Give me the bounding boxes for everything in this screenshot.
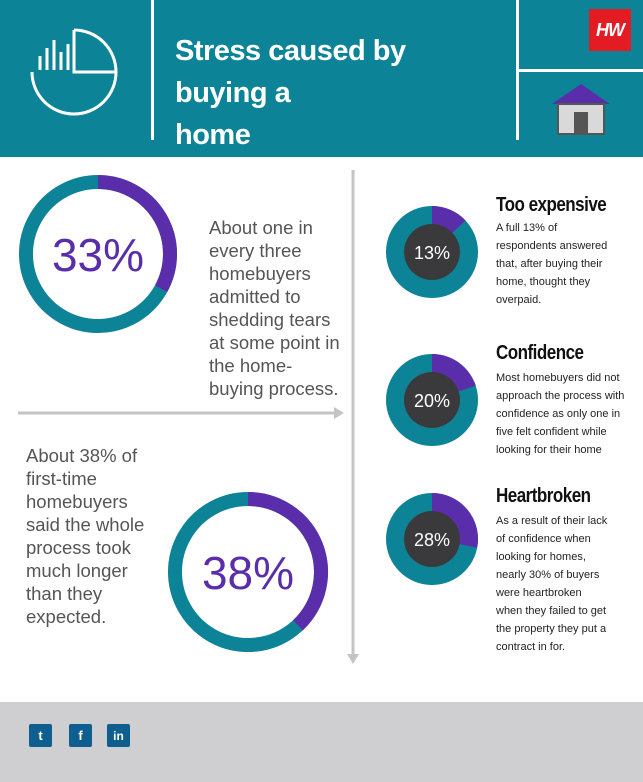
page-title: Stress caused by buying a home <box>175 35 406 151</box>
desc-too-expensive: A full 13% of respondents answered that, after buying their home, thought they overpaid. <box>496 222 608 306</box>
desc-confidence: Most homebuyers did not approach the process with confidence as only one in five felt confident while looking for their home <box>496 372 625 456</box>
heading-heartbroken: Heartbroken <box>496 485 591 507</box>
heading-confidence: Confidence <box>496 342 584 364</box>
desc-heartbroken: As a result of their lack of confidence when looking for homes, nearly 30% of buyers were heartbroken when they failed to get the property they put a contract in for. <box>496 515 608 653</box>
facebook-icon[interactable]: f <box>69 724 92 747</box>
pie-chart-13 <box>386 206 478 298</box>
footer-bar <box>0 702 643 782</box>
donut-chart-38 <box>175 499 321 645</box>
blurb-longer-process: About 38% of first-time homebuyers said the whole process took much longer than they expected. <box>26 445 145 627</box>
brand-logo[interactable]: HW <box>589 9 631 51</box>
linkedin-icon[interactable]: in <box>107 724 130 747</box>
pie-label: 28% <box>413 530 451 550</box>
donut-chart-33 <box>26 182 170 326</box>
donut-label: 33% <box>51 229 145 281</box>
heading-too-expensive: Too expensive <box>496 194 607 216</box>
donut-label: 38% <box>201 547 295 599</box>
twitter-icon[interactable]: t <box>29 724 52 747</box>
pie-label: 13% <box>413 243 451 263</box>
pie-chart-28 <box>386 493 478 585</box>
blurb-tears: About one in every three homebuyers admitted to shedding tears at some point in the home- buying process. <box>209 217 340 399</box>
pie-chart-20 <box>386 354 478 446</box>
pie-label: 20% <box>413 391 451 411</box>
